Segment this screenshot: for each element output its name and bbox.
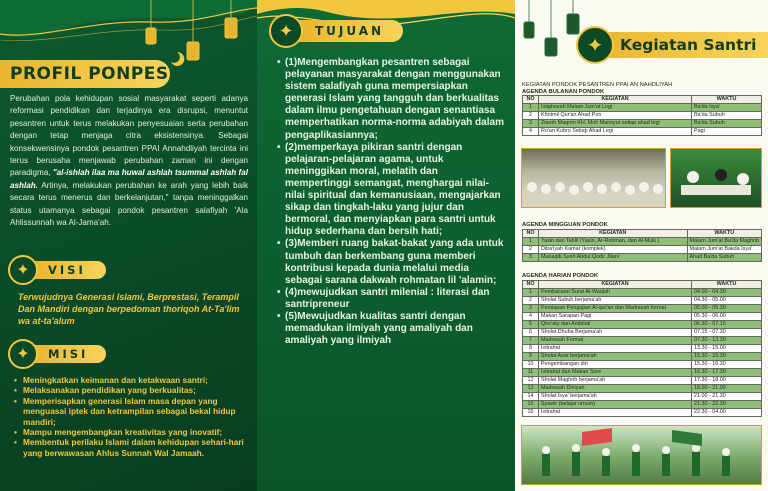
table-row xyxy=(523,352,762,360)
tujuan-heading xyxy=(269,14,449,48)
table-cell: 05.30 - 06.00 xyxy=(692,312,762,320)
table-cell: Istirahat dan Makan Sore xyxy=(539,368,692,376)
table-header xyxy=(523,229,762,237)
table-cell: Istirahat xyxy=(539,408,692,416)
table-cell: 22.30 - 04.00 xyxy=(692,408,762,416)
tujuan-label: TUJUAN xyxy=(293,20,403,42)
crowd-image xyxy=(522,149,666,208)
table-cell: 12 xyxy=(523,376,539,384)
table-header xyxy=(523,96,762,104)
table-cell: 07.15 - 07.30 xyxy=(692,328,762,336)
table-cell: Madrasah Formal xyxy=(539,336,692,344)
misi-item: • Melaksanakan pendidikan yang berkualitas; xyxy=(14,385,250,395)
visi-label: VISI xyxy=(30,261,106,279)
intro-part-2: Artinya, melakukan perubahan ke arah yang lebih baik secara terus menerus dan berkelanjutan," tanpa meninggalkan status utamanya sebagai pondok pesantren salafiyah 'Ala Ahlissunnah wa Al-Jama'ah. xyxy=(10,180,248,228)
table-cell: 15.30 - 15.30 xyxy=(692,352,762,360)
tujuan-item: • (5)Mewujudkan kualitas santri dengan memadukan ilmiyah yang amaliyah dan amaliyah yang ilmiyah xyxy=(277,311,505,347)
activity-photo xyxy=(670,148,762,208)
table-row xyxy=(523,344,762,352)
table-row xyxy=(523,112,762,120)
tujuan-item: • (3)Memberi ruang bakat-bakat yang ada untuk tumbuh dan berkembang guna memberi kontribusi kepada dunia melalui media sebagai sarana dakwah rohmatan lil 'alamin; xyxy=(277,238,505,286)
table-cell: 16.30 - 17.30 xyxy=(692,368,762,376)
table-cell: Sholat Isya' berjama'ah xyxy=(539,392,692,400)
table-cell: 13.30 - 15.00 xyxy=(692,344,762,352)
harian-table xyxy=(522,280,762,417)
table-cell: Qiro'aty dan Ambilati xyxy=(539,320,692,328)
table-cell: 2 xyxy=(523,296,539,304)
column-header: NO xyxy=(523,96,539,104)
activity-photo xyxy=(521,425,762,485)
table-cell: Sholat Dhuha Berjama'ah xyxy=(539,328,692,336)
table-cell: 7 xyxy=(523,336,539,344)
table-cell: 8 xyxy=(523,344,539,352)
table-cell: 16 xyxy=(523,408,539,416)
misi-list xyxy=(14,375,250,458)
table-row xyxy=(523,253,762,261)
table-cell: 21.00 - 21.30 xyxy=(692,392,762,400)
misi-item: • Mampu mengembangkan kreativitas yang inovatif; xyxy=(14,427,250,437)
table-row xyxy=(523,400,762,408)
column-header: KEGIATAN xyxy=(539,280,692,288)
tujuan-item: • (1)Mengembangkan pesantren sebagai pelayanan masyarakat dengan menggunakan sistem salafiyah guna mempersiapkan generasi Islam yang tangguh dan berkualitas dalam ilmu pengetahuan dengan senantiasa memperhatikan norma-norma adabiyah dalam pengaplikasiannya; xyxy=(277,57,505,142)
harian-caption: AGENDA HARIAN PONDOK xyxy=(522,273,599,279)
table-cell: Ba'da Isya' xyxy=(692,104,762,112)
table-cell: 05.00 - 05.30 xyxy=(692,304,762,312)
table-cell: 9 xyxy=(523,352,539,360)
table-cell: 07.30 - 13.30 xyxy=(692,336,762,344)
mingguan-table xyxy=(522,229,762,262)
tujuan-list xyxy=(277,57,505,347)
star-icon: ✦ xyxy=(269,14,303,48)
table-row xyxy=(523,392,762,400)
table-cell: Malam Jum'at Bakda Isya' xyxy=(687,245,761,253)
table-cell: Makan Sarapan Pagi xyxy=(539,312,692,320)
table-cell: Ro'an Kubro Setiap Ahad Legi xyxy=(539,128,692,136)
table-cell: 13 xyxy=(523,384,539,392)
table-header xyxy=(523,280,762,288)
table-row xyxy=(523,288,762,296)
star-icon: ✦ xyxy=(576,26,614,64)
table-row xyxy=(523,320,762,328)
misi-item: • Meningkatkan keimanan dan ketakwaan santri; xyxy=(14,375,250,385)
tujuan-panel xyxy=(257,0,515,491)
table-cell: 3 xyxy=(523,120,539,128)
table-cell: Ziaroh Maqom KH. Moh Mansyur setiap ahad legi xyxy=(539,120,692,128)
star-icon: ✦ xyxy=(8,255,38,285)
intro-part-1: Perubahan pola kehidupan sosial masyarakat seperti adanya reformasi pendidikan dan terjadinya era disrupsi, menuntut pesantren untuk terus melakukan penyesuaian serta perubahan dengan tetap menjaga citra eksistensinya. Sebagai konsekwensinya pondok pesantren PPAI Annahdliyah tercinta ini terus berusaha menjawab perubahan zaman ini dengan paradigma, xyxy=(10,94,248,178)
bulanan-section xyxy=(522,82,762,136)
table-row xyxy=(523,360,762,368)
column-header: KEGIATAN xyxy=(539,229,688,237)
table-cell: Sholat Subuh berjama'ah xyxy=(539,296,692,304)
misi-item: • Memperisapkan generasi Islam masa depan yang menguasai iptek dan ketrampilan sebagai bekal hidup mandiri; xyxy=(14,396,250,427)
column-header: WAKTU xyxy=(692,280,762,288)
table-row xyxy=(523,296,762,304)
table-row xyxy=(523,312,762,320)
table-cell: 1 xyxy=(523,104,539,112)
table-row xyxy=(523,128,762,136)
tujuan-item: • (2)memperkaya pikiran santri dengan pelajaran-pelajaran agama, untuk meninggikan moral, melatih dan mempertinggi semangat, menghargai nilai-nilai spiritual dan kemanusiaan, mengajarkan sikap dan tingkah-laku yang jujur dan bermoral, dan menyiapkan para santri untuk hidup sederhana dan bersih hati; xyxy=(277,142,505,239)
table-cell: 1 xyxy=(523,237,539,245)
mingguan-caption: AGENDA MINGGUAN PONDOK xyxy=(522,222,608,228)
table-cell: Istighosah Malam Jum'at Legi xyxy=(539,104,692,112)
table-cell: 18.00 - 21.00 xyxy=(692,384,762,392)
bulanan-caption: AGENDA BULANAN PONDOK xyxy=(522,88,605,95)
table-row xyxy=(523,237,762,245)
table-cell: 14 xyxy=(523,392,539,400)
table-row xyxy=(523,304,762,312)
table-cell: Pagi xyxy=(692,128,762,136)
table-cell: 15 xyxy=(523,400,539,408)
misi-item: • Membentuk perilaku Islami dalam kehidupan sehari-hari yang berwawasan Ahlus Sunnah Wal Jamaah. xyxy=(14,437,250,458)
table-cell: Yasin dan Tahlil (Yasin, Ar-Rohman, dan Al-Mulk ) xyxy=(539,237,688,245)
table-cell: 06.30 - 07.15 xyxy=(692,320,762,328)
table-cell: Madrasah Diniyah xyxy=(539,384,692,392)
table-row xyxy=(523,336,762,344)
table-row xyxy=(523,328,762,336)
table-cell: Ahad Ba'da Subuh xyxy=(687,253,761,261)
table-cell: 11 xyxy=(523,368,539,376)
table-cell: Ba'da Subuh xyxy=(692,120,762,128)
table-cell: Khotmil Qur'an Ahad Pon xyxy=(539,112,692,120)
harian-section xyxy=(522,273,762,417)
profil-title: PROFIL PONPES xyxy=(0,60,170,88)
table-cell: Istirahat xyxy=(539,344,692,352)
table-cell: 3 xyxy=(523,253,539,261)
table-cell: 3 xyxy=(523,304,539,312)
table-cell: 1 xyxy=(523,288,539,296)
column-header: WAKTU xyxy=(692,96,762,104)
parade-image xyxy=(522,426,762,485)
column-header: WAKTU xyxy=(687,229,761,237)
kegiatan-title: Kegiatan Santri xyxy=(590,32,768,58)
table-row xyxy=(523,120,762,128)
table-cell: Syawir (belajar umum) xyxy=(539,400,692,408)
column-header: NO xyxy=(523,280,539,288)
table-cell: Persiapan Pengajian Al-qur'an dan Madrasah formal xyxy=(539,304,692,312)
table-cell: 10 xyxy=(523,360,539,368)
table-cell: Manaqib Syeh Abdul Qodir Jilani xyxy=(539,253,688,261)
table-row xyxy=(523,368,762,376)
star-icon: ✦ xyxy=(8,339,38,369)
visi-text: Terwujudnya Generasi Islami, Berprestasi, Terampil Dan Mandiri dengan berpedoman thoriqoh At-Ta'lim wa at-ta'alum xyxy=(18,292,240,326)
table-cell: Ba'da Subuh xyxy=(692,112,762,120)
visi-heading xyxy=(8,258,106,282)
table-cell: Sholat Maghrib berjama'ah xyxy=(539,376,692,384)
column-header: NO xyxy=(523,229,539,237)
table-cell: 4 xyxy=(523,312,539,320)
column-header: KEGIATAN xyxy=(539,96,692,104)
table-cell: Malam Jum'at Ba'da Maghrib xyxy=(687,237,761,245)
table-cell: Diba'iyah Kamar (komplek) xyxy=(539,245,688,253)
profil-intro xyxy=(10,93,248,229)
table-row xyxy=(523,245,762,253)
misi-heading xyxy=(8,342,106,366)
table-cell: 04.30 - 05.00 xyxy=(692,296,762,304)
study-image xyxy=(671,149,762,208)
table-cell: 04.00 - 04.30 xyxy=(692,288,762,296)
intro-quote: "al-ishlah ilaa ma huwal ashlah tsummal ashlah fal ashlah. xyxy=(10,168,248,190)
table-cell: 21.30 - 22.30 xyxy=(692,400,762,408)
table-cell: 17.30 - 18.00 xyxy=(692,376,762,384)
misi-label: MISI xyxy=(30,345,106,363)
table-row xyxy=(523,376,762,384)
mingguan-section xyxy=(522,222,762,262)
activity-photo xyxy=(521,148,666,208)
table-cell: Pengembangan diri xyxy=(539,360,692,368)
org-caption: KEGIATAN PONDOK PESANTREN PPAI AN NAHDLIYAH xyxy=(522,82,673,88)
profil-panel xyxy=(0,0,257,491)
tujuan-item: • (4)mewujudkan santri milenial : literasi dan santripreneur xyxy=(277,287,505,311)
table-row xyxy=(523,384,762,392)
table-cell: 6 xyxy=(523,328,539,336)
table-row xyxy=(523,104,762,112)
table-cell: 15.30 - 16.30 xyxy=(692,360,762,368)
table-cell: 2 xyxy=(523,245,539,253)
bulanan-table xyxy=(522,95,762,136)
table-cell: Sholat Asar berjama'ah xyxy=(539,352,692,360)
table-cell: 2 xyxy=(523,112,539,120)
table-cell: 5 xyxy=(523,320,539,328)
table-cell: 4 xyxy=(523,128,539,136)
table-row xyxy=(523,408,762,416)
table-cell: Pembacaan Surat Al-Waqiah xyxy=(539,288,692,296)
